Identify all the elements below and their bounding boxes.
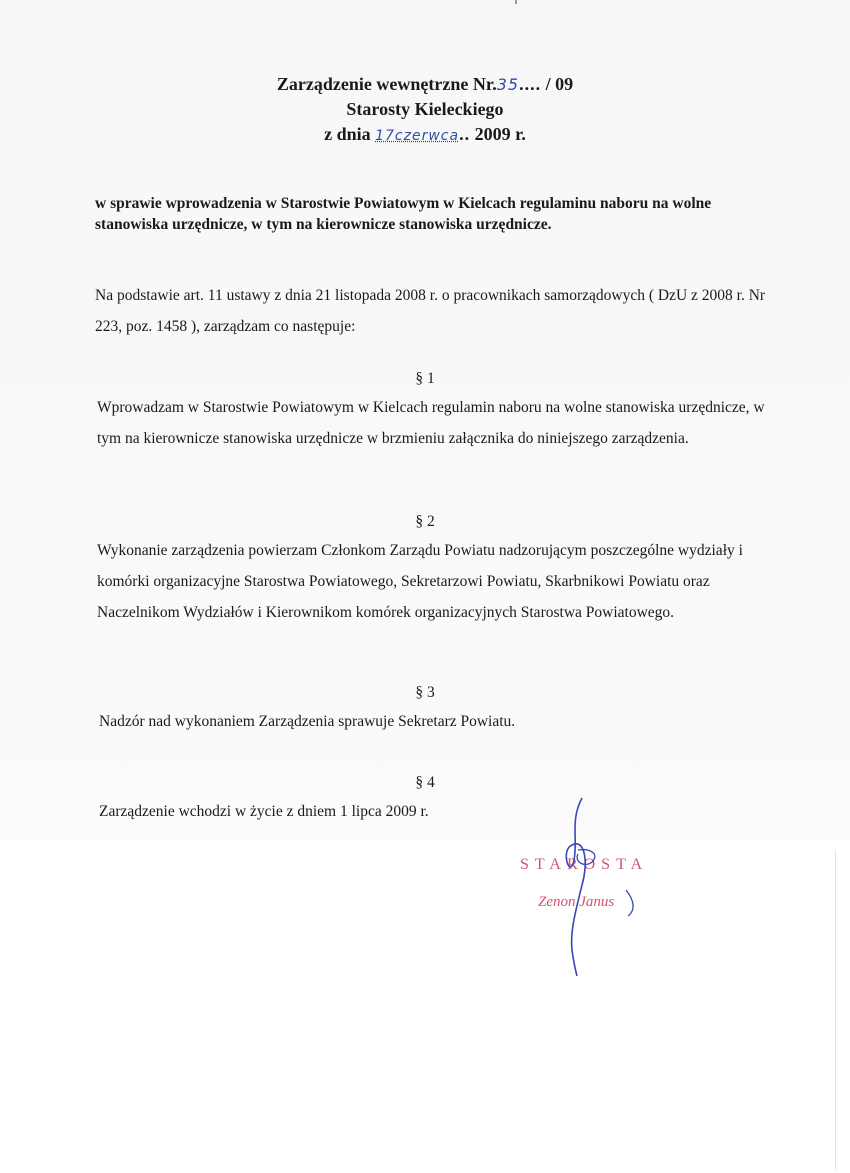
stamp-name: Zenon Janus <box>538 894 615 910</box>
section-1-mark: § 1 <box>415 370 435 387</box>
header-title-suffix: / 09 <box>541 74 574 94</box>
scan-artifact <box>515 0 517 4</box>
section-3-text: Nadzór nad wykonaniem Zarządzenia sprawuje Sekretarz Powiatu. <box>99 713 516 730</box>
signature-stroke <box>566 798 585 976</box>
header-date-suffix: 2009 r. <box>470 124 526 144</box>
header-date-dots: .. <box>459 124 471 144</box>
handwritten-signature <box>530 790 650 980</box>
section-3-mark: § 3 <box>415 684 435 701</box>
section-4-mark: § 4 <box>415 774 435 791</box>
handwritten-date: 17czerwca <box>375 128 460 144</box>
document-header <box>0 72 850 149</box>
legal-basis-paragraph: Na podstawie art. 11 ustawy z dnia 21 listopada 2008 r. o pracownikach samorządowych ( DzU z 2008 r. Nr 223, poz. 1458 ), zarządzam co następuje: <box>95 287 766 335</box>
header-title-dots: .... <box>519 74 542 94</box>
header-issuer-line: Starosty Kieleckiego <box>346 99 504 119</box>
signature-tail <box>626 890 633 916</box>
stamp-title: STAROSTA <box>520 856 649 873</box>
header-date-prefix: z dnia <box>324 124 376 144</box>
section-4-text: Zarządzenie wchodzi w życie z dniem 1 lipca 2009 r. <box>99 803 429 820</box>
header-date-line <box>0 122 850 149</box>
scan-edge-line <box>835 850 836 1170</box>
section-2-text: Wykonanie zarządzenia powierzam Członkom Zarządu Powiatu nadzorującym poszczególne wydziały i komórki organizacyjne Starostwa Powiatowego, Sekretarzowi Powiatu, Skarbnikowi Powiatu oraz Naczelnikom Wydziałów i Kierownikom komórek organizacyjnych Starostwa Powiatowego. <box>97 542 743 621</box>
section-2-mark: § 2 <box>415 513 435 530</box>
section-1-text: Wprowadzam w Starostwie Powiatowym w Kielcach regulamin naboru na wolne stanowiska urzędnicze, w tym na kierownicze stanowiska urzędnicze w brzmieniu załącznika do niniejszego zarządzenia. <box>97 399 765 447</box>
header-title-line <box>0 72 850 97</box>
handwritten-number: 35 <box>496 75 520 94</box>
document-subject: w sprawie wprowadzenia w Starostwie Powiatowym w Kielcach regulaminu naboru na wolne stanowiska urzędnicze, w tym na kierownicze stanowiska urzędnicze. <box>95 195 712 233</box>
header-title-prefix: Zarządzenie wewnętrzne Nr. <box>276 74 497 94</box>
